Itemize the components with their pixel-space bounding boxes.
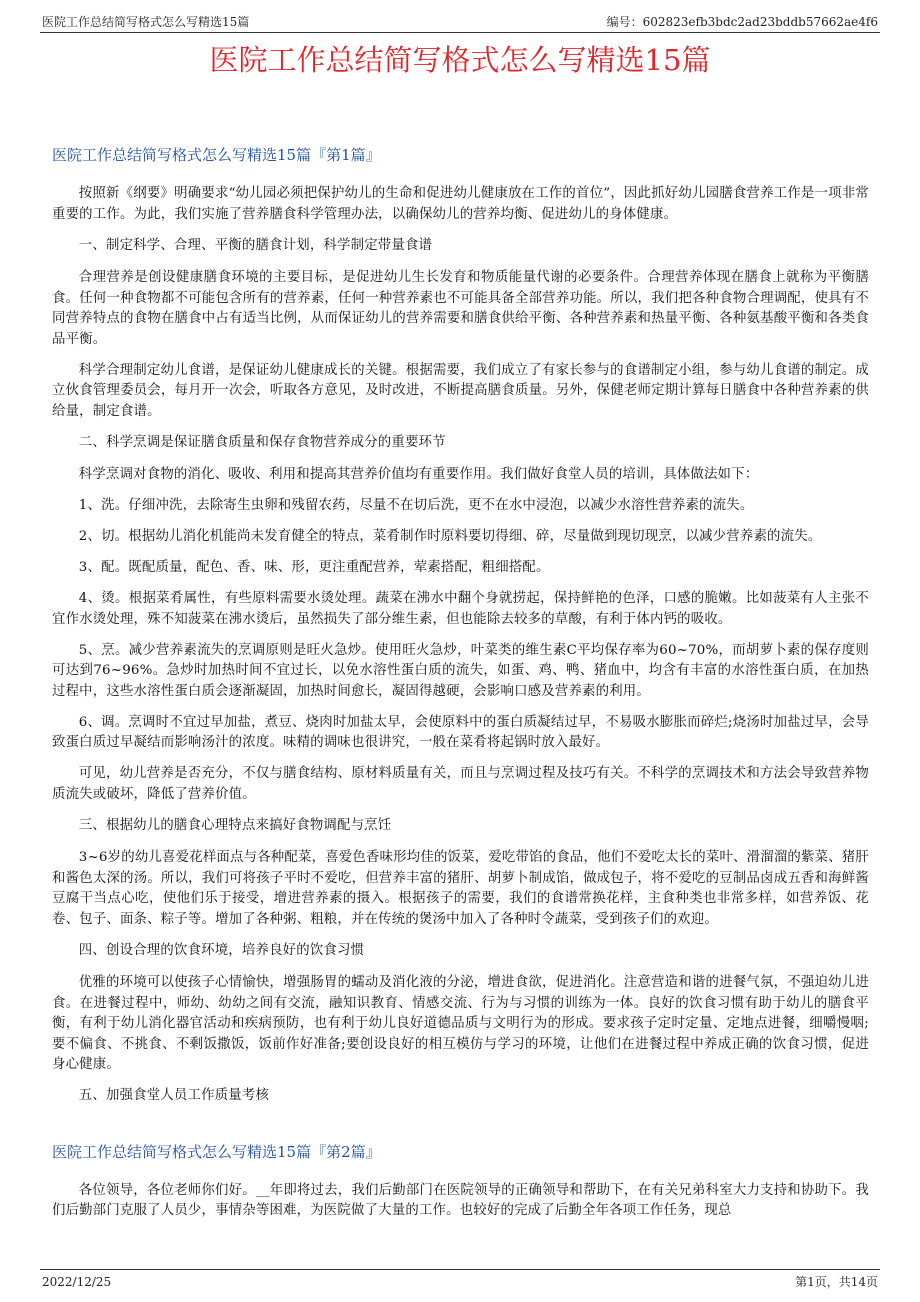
paragraph: 6、调。烹调时不宜过早加盐，煮豆、烧肉时加盐太早，会使原料中的蛋白质凝结过早，不易吸水膨胀而碎烂;烧汤时加盐过早，会导致蛋白质过早凝结而影响汤汁的浓度。味精的调味也很讲究，一般在菜肴将起锅时放入最好。 (52, 714, 869, 750)
header-doc-number: 编号：602823efb3bdc2ad23bddb57662ae4f6 (606, 15, 878, 29)
paragraph: 4、烫。根据菜肴属性，有些原料需要水烫处理。蔬菜在沸水中翻个身就捞起，保持鲜艳的色泽，口感的脆嫩。比如菠菜有人主张不宜作水烫处理，殊不知菠菜在沸水烫后，虽然损失了部分维生素，但也能除去较多的草酸，有利于体内钙的吸收。 (52, 591, 869, 627)
footer-date: 2022/12/25 (42, 1275, 112, 1289)
subheading: 五、加强食堂人员工作质量考核 (78, 1088, 270, 1103)
subheading: 一、制定科学、合理、平衡的膳食计划，科学制定带量食谱 (78, 237, 433, 253)
page-footer (40, 1269, 880, 1290)
paragraph: 可见，幼儿营养是否充分，不仅与膳食结构、原材料质量有关，而且与烹调过程及技巧有关。不科学的烹调技术和方法会导致营养物质流失或破坏，降低了营养价值。 (52, 766, 869, 802)
subheading: 三、根据幼儿的膳食心理特点来搞好食物调配与烹饪 (78, 817, 392, 833)
subheading: 二、科学烹调是保证膳食质量和保存食物营养成分的重要环节 (78, 434, 446, 450)
document-title: 医院工作总结简写格式怎么写精选15篇 (209, 43, 711, 77)
paragraph: 3、配。既配质量，配色、香、味、形，更注重配营养，荤素搭配，粗细搭配。 (78, 560, 550, 575)
footer-page-number: 第1页，共14页 (795, 1275, 878, 1289)
paragraph: 各位领导，各位老师你们好。__年即将过去，我们后勤部门在医院领导的正确领导和帮助下，在有关兄弟科室大力支持和协助下。我们后勤部门克服了人员少，事情杂等困难，为医院做了大量的工作。也较好的完成了后勤全年各项工作任务，现总 (52, 1182, 869, 1218)
page-header (40, 12, 880, 33)
header-doc-title: 医院工作总结简写格式怎么写精选15篇 (42, 15, 250, 29)
document-body (52, 130, 869, 1232)
subheading: 四、创设合理的饮食环境，培养良好的饮食习惯 (78, 942, 365, 958)
paragraph: 1、洗。仔细冲洗，去除寄生虫卵和残留农药，尽量不在切后洗，更不在水中浸泡，以减少水溶性营养素的流失。 (78, 498, 754, 513)
paragraph: 优雅的环境可以使孩子心情愉快，增强肠胃的蠕动及消化液的分泌，增进食欲，促进消化。注意营造和谐的进餐气氛，不强迫幼儿进食。在进餐过程中，师幼、幼幼之间有交流，融知识教育、情感交流、行为与习惯的训练为一体。良好的饮食习惯有助于幼儿的膳食平衡，有利于幼儿消化器官活动和疾病预防，也有利于幼儿良好道德品质与文明行为的形成。要求孩子定时定量、定地点进餐，细嚼慢咽;要不偏食、不挑食、不剩饭撒饭，饭前作好准备;要创设良好的相互模仿与学习的环境，让他们在进餐过程中养成正确的饮食习惯，促进身心健康。 (52, 975, 869, 1072)
paragraph: 5、烹。减少营养素流失的烹调原则是旺火急炒。使用旺火急炒，叶菜类的维生素C平均保存率为60~70%，而胡萝卜素的保存度则可达到76~96%。急炒时加热时间不宜过长，以免水溶性蛋白质的流失，如蛋、鸡、鸭、猪血中，均含有丰富的水溶性蛋白质，在加热过程中，这些水溶性蛋白质会逐渐凝固，加热时间愈长，凝固得越硬，会影响口感及营养素的利用。 (52, 642, 869, 699)
paragraph: 2、切。根据幼儿消化机能尚未发育健全的特点，菜肴制作时原料要切得细、碎，尽量做到现切现烹，以减少营养素的流失。 (78, 529, 822, 544)
paragraph: 3~6岁的幼儿喜爱花样面点与各种配菜，喜爱色香味形均佳的饭菜，爱吃带馅的食品，他们不爱吃太长的菜叶、滑溜溜的紫菜、猪肝和酱色太深的汤。所以，我们可将孩子平时不爱吃，但营养丰富的猪肝、胡萝卜制成馅，做成包子，将不爱吃的豆制品卤成五香和海鲜酱豆腐干当点心吃，使他们乐于接受，增进营养素的摄入。根据孩子的需要，我们的食谱常换花样，主食种类也非常多样，如营养饭、花卷、包子、面条、粽子等。增加了各种粥、粗粮，并在传统的煲汤中加入了各种时令蔬菜，受到孩子们的欢迎。 (52, 850, 869, 927)
paragraph: 按照新《纲要》明确要求“幼儿园必须把保护幼儿的生命和促进幼儿健康放在工作的首位”，因此抓好幼儿园膳食营养工作是一项非常重要的工作。为此，我们实施了营养膳食科学管理办法，以确保幼儿的营养均衡、促进幼儿的身体健康。 (52, 186, 869, 222)
paragraph: 合理营养是创设健康膳食环境的主要目标，是促进幼儿生长发育和物质能量代谢的必要条件。合理营养体现在膳食上就称为平衡膳食。任何一种食物都不可能包含所有的营养素，任何一种营养素也不可能具备全部营养功能。所以，我们把各种食物合理调配，使具有不同营养特点的食物在膳食中占有适当比例，从而保证幼儿的营养需要和膳食供给平衡、各种营养素和热量平衡、各种氨基酸平衡和各类食品平衡。 (52, 270, 869, 347)
section-1-heading: 医院工作总结简写格式怎么写精选15篇『第1篇』 (52, 146, 381, 164)
paragraph: 科学合理制定幼儿食谱，是保证幼儿健康成长的关键。根据需要，我们成立了有家长参与的食谱制定小组，参与幼儿食谱的制定。成立伙食管理委员会，每月开一次会，听取各方意见，及时改进，不断提高膳食质量。另外，保健老师定期计算每日膳食中各种营养素的供给量，制定食谱。 (52, 362, 869, 419)
section-2-heading: 医院工作总结简写格式怎么写精选15篇『第2篇』 (52, 1142, 381, 1161)
paragraph: 科学烹调对食物的消化、吸收、利用和提高其营养价值均有重要作用。我们做好食堂人员的培训，具体做法如下： (78, 467, 759, 482)
